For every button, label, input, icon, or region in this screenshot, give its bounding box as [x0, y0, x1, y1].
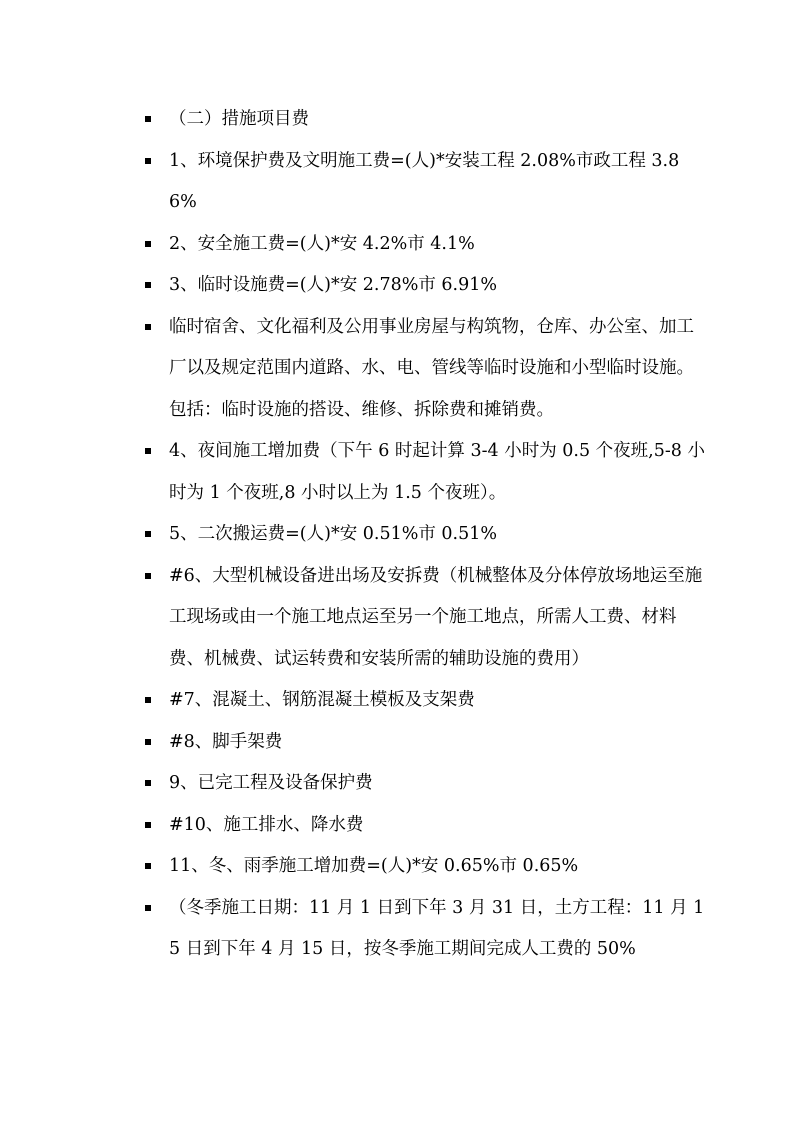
list-item	[145, 514, 705, 556]
bullet-icon	[145, 739, 151, 745]
list-item-text: 2、安全施工费=(人)*安 4.2%市 4.1%	[169, 233, 475, 254]
list-item	[145, 763, 705, 805]
list-item	[145, 680, 705, 722]
bullet-icon	[145, 780, 151, 786]
bullet-icon	[145, 905, 151, 911]
list-item	[145, 265, 705, 307]
list-item-text: 3、临时设施费=(人)*安 2.78%市 6.91%	[169, 275, 498, 295]
bullet-icon	[145, 158, 151, 164]
list-item-text: 4、夜间施工增加费（下午 6 时起计算 3-4 小时为 0.5 个夜班,5-8 小时为 1 个夜班,8 小时以上为 1.5 个夜班）。	[169, 441, 705, 503]
bullet-icon	[145, 531, 151, 537]
list-item-text: 11、冬、雨季施工增加费=(人)*安 0.65%市 0.65%	[169, 856, 579, 876]
bullet-icon	[145, 116, 151, 122]
list-item	[145, 431, 705, 514]
list-item	[145, 307, 705, 432]
list-item	[145, 888, 705, 971]
list-item-text: （二）措施项目费	[169, 109, 309, 129]
bullet-icon	[145, 697, 151, 703]
bullet-icon	[145, 863, 151, 869]
list-item-text: 9、已完工程及设备保护费	[169, 773, 373, 793]
list-item-text: #8、脚手架费	[169, 731, 283, 752]
list-item-text: #10、施工排水、降水费	[169, 814, 364, 835]
list-item	[145, 224, 705, 266]
list-item-text: （冬季施工日期：11 月 1 日到下年 3 月 31 日，土方工程：11 月 15 日到下年 4 月 15 日，按冬季施工期间完成人工费的 50%	[169, 897, 705, 959]
list-item-text: #7、混凝土、钢筋混凝土模板及支架费	[169, 690, 475, 710]
list-item	[145, 99, 705, 141]
bullet-icon	[145, 241, 151, 247]
bullet-icon	[145, 448, 151, 454]
bullet-icon	[145, 324, 151, 330]
list-item-text: 5、二次搬运费=(人)*安 0.51%市 0.51%	[169, 524, 498, 544]
bullet-icon	[145, 573, 151, 579]
list-item	[145, 556, 705, 681]
bullet-icon	[145, 822, 151, 828]
list-item	[145, 805, 705, 847]
list-item-text: 临时宿舍、文化福利及公用事业房屋与构筑物，仓库、办公室、加工厂以及规定范围内道路、水、电、管线等临时设施和小型临时设施。包括：临时设施的搭设、维修、拆除费和摊销费。	[169, 316, 694, 420]
bullet-icon	[145, 282, 151, 288]
list-item-text: #6、大型机械设备进出场及安拆费（机械整体及分体停放场地运至施工现场或由一个施工地点运至另一个施工地点，所需人工费、材料费、机械费、试运转费和安装所需的辅助设施的费用）	[169, 565, 703, 669]
list-item	[145, 846, 705, 888]
list-item	[145, 141, 705, 224]
bullet-list	[145, 99, 705, 971]
list-item	[145, 722, 705, 764]
list-item-text: 1、环境保护费及文明施工费=(人)*安装工程 2.08%市政工程 3.86%	[169, 150, 680, 212]
